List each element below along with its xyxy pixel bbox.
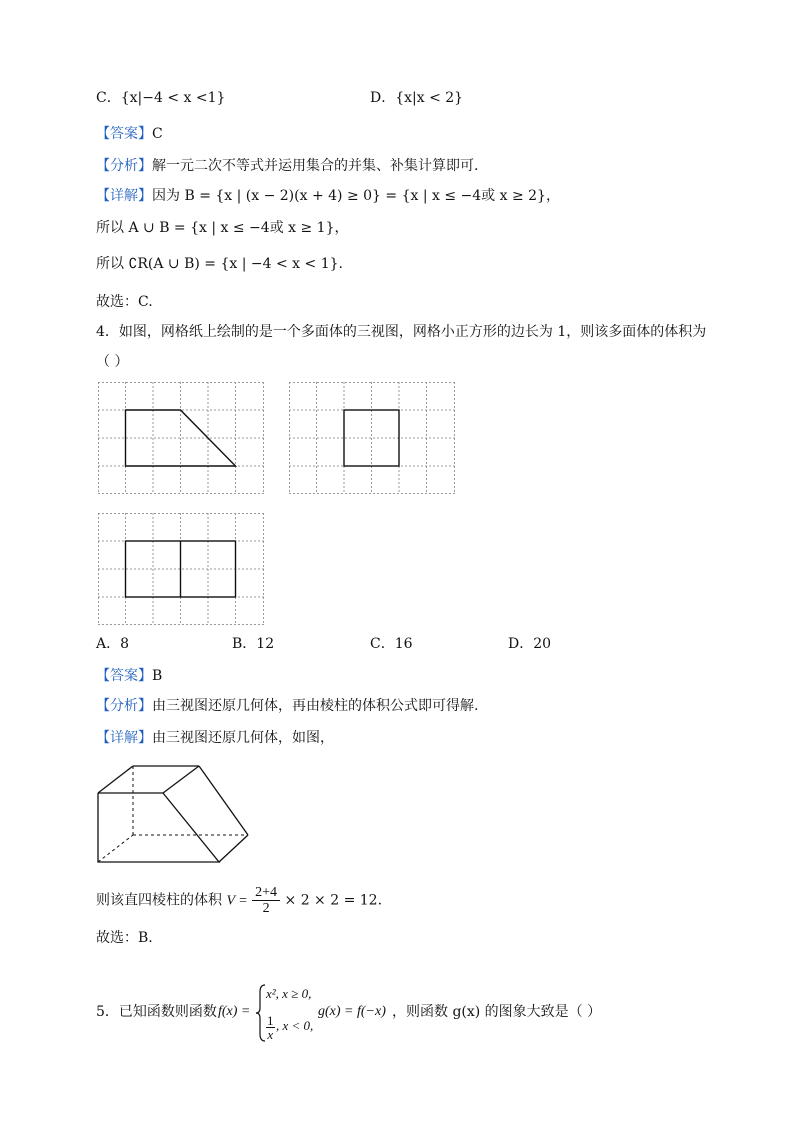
prism-3d-figure: [92, 762, 254, 868]
detail-text-1: 因为 B = {x | (x − 2)(x + 4) ≥ 0} = {x | x ≤ −4或 x ≥ 2}，: [152, 188, 560, 204]
fraction-numerator: 2+4: [252, 885, 280, 901]
q5-piece-2-frac: [266, 1014, 275, 1041]
q4-answer-value: B: [152, 668, 163, 684]
front-view-grid: [98, 382, 264, 494]
q4-analysis-text: 由三视图还原几何体，再由棱柱的体积公式即可得解.: [152, 698, 479, 714]
q4-option-a: A．8: [96, 636, 130, 652]
answer-value: C: [152, 126, 163, 142]
q4-answer-tag: 【答案】: [96, 668, 152, 684]
answer-line: [96, 124, 163, 144]
detail-line-1: [96, 186, 560, 206]
q4-option-d: D．20: [508, 636, 552, 652]
q4-analysis-line: [96, 696, 478, 716]
q4-stem-line-1: 4．如图，网格纸上绘制的是一个多面体的三视图，网格小正方形的边长为 1，则该多面体的体积为: [96, 324, 707, 340]
q5-piece-2-num: 1: [267, 1013, 274, 1028]
volume-var: V =: [226, 893, 248, 909]
volume-fraction: [252, 885, 280, 916]
q5-piece-1: x², x ≥ 0,: [266, 986, 312, 1001]
fraction-denominator: 2: [262, 901, 270, 916]
q5-g-def: g(x) = f(−x): [318, 1004, 386, 1019]
conclusion-q4: 故选：B.: [96, 930, 153, 946]
q4-detail-line: [96, 728, 334, 748]
q5-f-name: f(x) =: [218, 1004, 251, 1019]
q4-detail-tag: 【详解】: [96, 730, 152, 746]
side-view-grid: [289, 382, 455, 494]
q4-answer-line: [96, 666, 162, 686]
analysis-line: [96, 156, 478, 176]
q4-analysis-tag: 【分析】: [96, 698, 152, 714]
detail-tag: 【详解】: [96, 188, 152, 204]
q4-detail-text: 由三视图还原几何体，如图，: [152, 730, 334, 746]
top-view-grid: [98, 513, 264, 625]
volume-suffix: × 2 × 2 = 12.: [284, 892, 383, 909]
analysis-tag: 【分析】: [96, 158, 152, 174]
answer-tag: 【答案】: [96, 126, 152, 142]
q5-stem-prefix: 5．已知函数则函数: [96, 1004, 217, 1020]
option-d: D．{x|x < 2}: [370, 90, 464, 106]
volume-line: [96, 885, 382, 917]
volume-prefix: 则该直四棱柱的体积: [96, 892, 222, 909]
detail-line-2: 所以 A ∪ B = {x | x ≤ −4或 x ≥ 1}，: [96, 220, 349, 236]
q5-piece-2-den: x: [267, 1027, 274, 1042]
q5-piece-2-cond: , x < 0,: [276, 1018, 314, 1033]
q4-option-b: B．12: [232, 636, 275, 652]
q4-stem-line-2: （ ）: [96, 354, 129, 370]
option-c: C．{x|−4 < x <1}: [96, 90, 226, 106]
analysis-text: 解一元二次不等式并运用集合的并集、补集计算即可.: [152, 158, 479, 174]
q5-stem-suffix: ，则函数 g(x) 的图象大致是（ ）: [392, 1004, 602, 1020]
q4-option-c: C．16: [370, 636, 413, 652]
conclusion-q3: 故选：C.: [96, 294, 153, 310]
piecewise-brace: [256, 984, 266, 1042]
detail-line-3: 所以 ∁R(A ∪ B) = {x | −4 < x < 1}.: [96, 256, 343, 272]
